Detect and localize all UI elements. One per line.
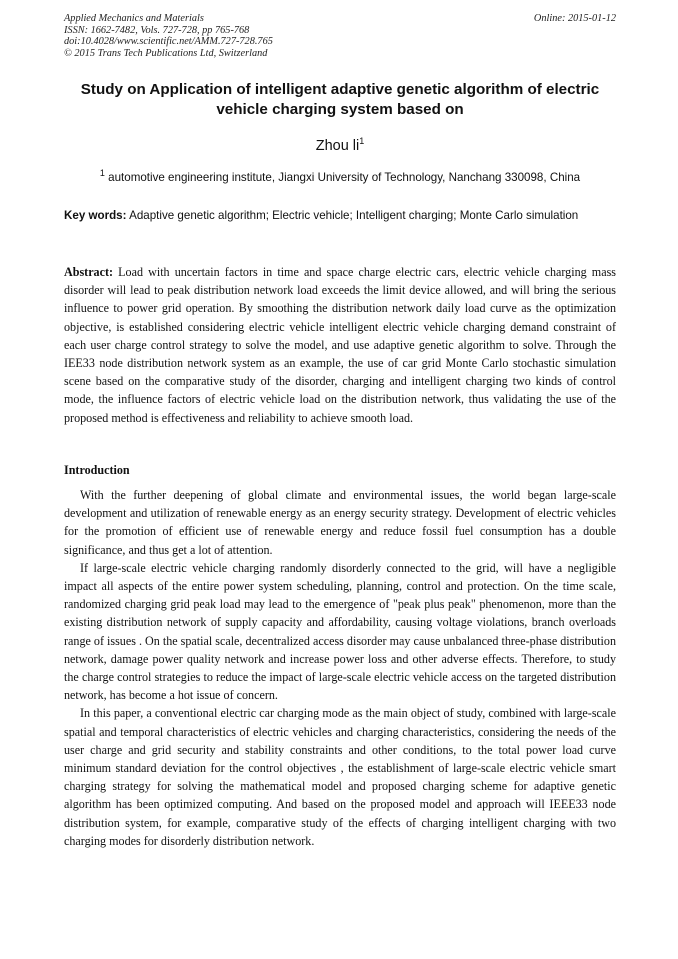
- paragraph: In this paper, a conventional electric car charging mode as the main object of study, combined with large-scale spatial and temporal characteristics of electric vehicles and charging characteristics, considering the needs of the user charge and grid security and stability constraints and other conditions, to the total power load curve minimum standard deviation for the control objectives , the establishment of large-scale electric vehicle smart charging strategy for solving the mathematical model and proposed charging scheme for adaptive genetic algorithm has been optimized computing. And based on the proposed model and approach will IEEE33 node distribution system, for example, comparative study of the effects of charging intelligent charging with two charging modes for disorderly distribution network.: [64, 706, 616, 848]
- running-header: [64, 13, 616, 59]
- paragraph: If large-scale electric vehicle charging randomly disorderly connected to the grid, will have a negligible impact all aspects of the entire power system scheduling, planning, control and protection. On the time scale, randomized charging grid peak load may lead to the emergence of "peak plus peak" phenomenon, more than the existing distribution network of supply capacity and affordability, causing voltage violations, branch overloads range of issues . On the spatial scale, decentralized access disorder may cause unbalanced three-phase distribution network, damage power quality network and increase power loss and other adverse effects. Therefore, to study the charge control strategies to reduce the impact of large-scale electric vehicle access on the targeted distribution network, has become a hot issue of concern.: [64, 560, 616, 703]
- affiliation-line: [64, 170, 616, 185]
- abstract-label: Abstract:: [64, 265, 114, 279]
- online-date: Online: 2015-01-12: [533, 13, 616, 24]
- paragraph: With the further deepening of global climate and environmental issues, the world began large-scale development and utilization of renewable energy as an energy security strategy. Development of electric vehicles for the promotion of efficient use of renewable energy and reduce fossil fuel consumption has a double significance, and thus get a lot of attention.: [64, 488, 616, 557]
- abstract-text: Load with uncertain factors in time and space charge electric cars, electric vehicle charging mass disorder will lead to peak distribution network load exceeds the limit device allowed, and will bring the serious influence to power grid operation. By smoothing the distribution network daily load curve as the optimization objective, is established considering electric vehicle intelligent electric vehicle charging demand constraint of each user charge control strategy to solve the model, and use adaptive genetic algorithm to solve. Through the IEE33 node distribution network system as an example, the use of car grid Monte Carlo stochastic simulation scene based on the comparative study of the disorder, charging and intelligent charging two kinds of control mode, the influence factors of electric vehicle load on the distribution network, thus validating the use of the proposed method is effectiveness and reliability to achieve smooth load.: [64, 265, 616, 425]
- keywords-label: Key words:: [64, 209, 127, 222]
- abstract: [64, 263, 616, 427]
- affiliation-mark: 1: [99, 168, 105, 179]
- issn-line: ISSN: 1662-7482, Vols. 727-728, pp 765-768: [64, 24, 250, 36]
- doi-line: doi:10.4028/www.scientific.net/AMM.727-728.765: [64, 36, 273, 48]
- author-name: Zhou li: [315, 138, 360, 154]
- journal-name: Applied Mechanics and Materials: [64, 13, 204, 24]
- author-line: [64, 137, 616, 155]
- copyright-line: © 2015 Trans Tech Publications Ltd, Switzerland: [64, 47, 268, 59]
- author-affiliation-mark: 1: [359, 136, 365, 147]
- paper-title: Study on Application of intelligent adaptive genetic algorithm of electric vehicle charging system based on: [80, 81, 600, 118]
- keywords: [64, 207, 616, 225]
- introduction-body: [64, 486, 616, 850]
- section-heading-introduction: Introduction: [64, 463, 130, 477]
- keywords-text: Adaptive genetic algorithm; Electric vehicle; Intelligent charging; Monte Carlo simulation: [129, 209, 579, 222]
- affiliation-text: automotive engineering institute, Jiangxi University of Technology, Nanchang 330098, China: [108, 171, 581, 184]
